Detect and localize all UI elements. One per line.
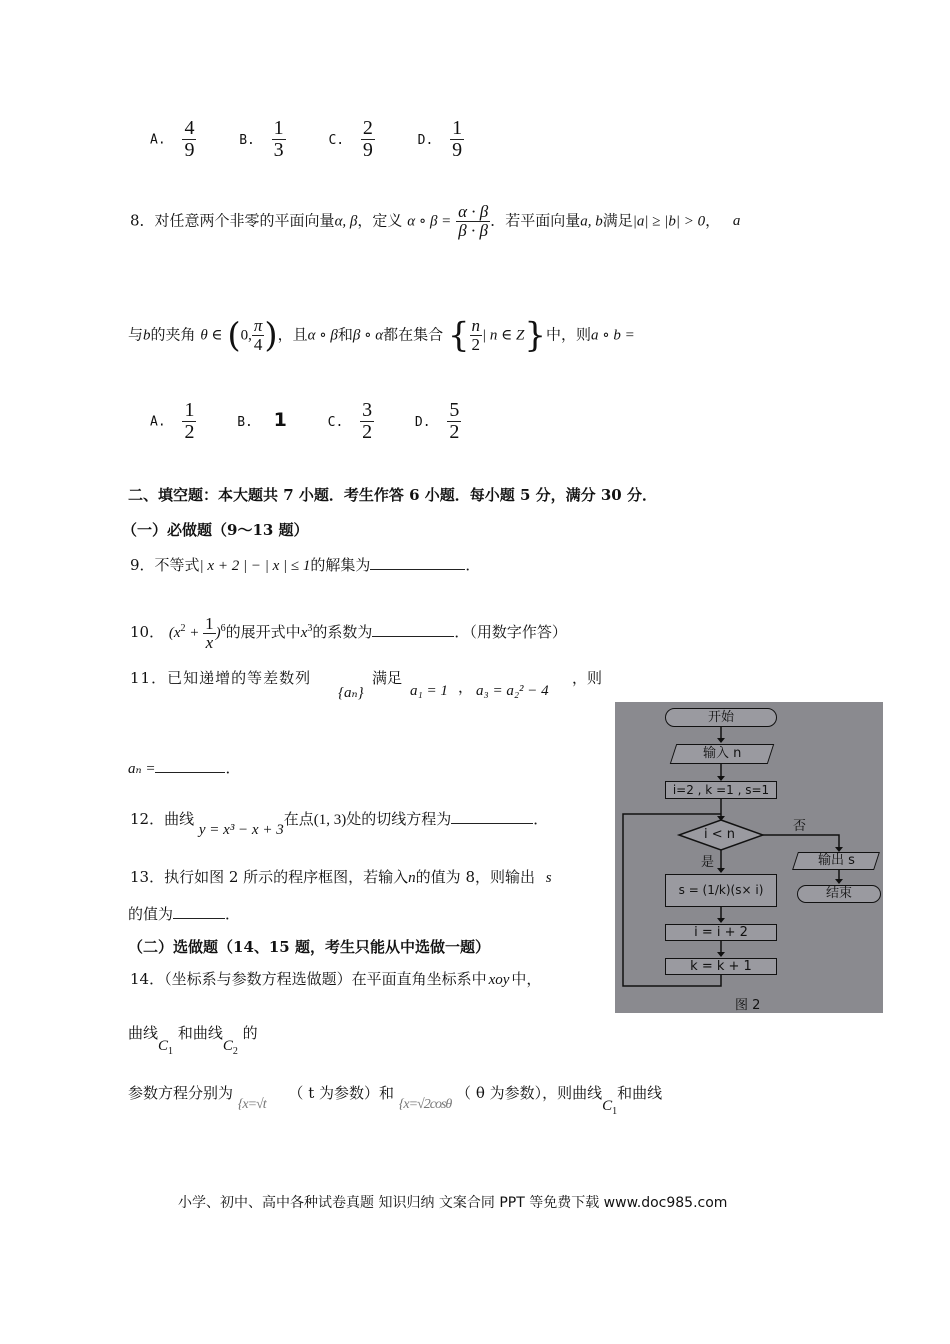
flowchart-start: 开始 [665,708,777,727]
q12-text: 在点 [283,810,314,828]
q11-text: ． [225,759,241,777]
q13-line2 [128,903,240,924]
q14-text: 曲线 [128,1024,159,1042]
q8-text: 的夹角 [150,325,196,344]
q12-curve: y = x³ − x + 3 [198,822,284,838]
flowchart-output: 输出 s [792,852,880,870]
q8-interval-fraction: $\frac{\pi}{4}$ [253,316,263,354]
q11-condition-1: a₁ = 1 [410,683,448,699]
q14-param-eq-2: {x=√2cosθ [398,1097,452,1112]
q8-text: 与 [128,325,144,344]
q13-text: 13．执行如图 2 所示的程序框图，若输入 [130,868,409,886]
flowchart-condition: i < n [704,827,736,842]
flowchart-init: i=2 , k =1 , s=1 [665,781,777,799]
q8-op2: β ∘ α [352,327,384,344]
section2-subtitle-required: （一）必做题（9～13 题） [122,521,309,539]
q14-text: （ θ 为参数），则曲线 [456,1084,603,1102]
flowchart-step-k: k = k + 1 [665,958,777,975]
q13-var-n: n [408,870,416,886]
q14-text: 的 [242,1024,258,1042]
q8-text: ，且 [277,325,308,344]
q8-text: ，定义 [357,211,403,230]
q8-def-lhs: α ∘ β = [407,213,452,230]
q8-ask: a ∘ b = [591,327,635,344]
q14-text: 和曲线 [617,1084,663,1102]
q8-text: 对任意两个非零的平面向量 [154,211,335,230]
q9-answer-blank [370,569,465,570]
q10-text: 的系数为 [312,622,373,641]
q9-expression: | x + 2 | − | x | ≤ 1 [199,558,311,574]
q14-text: 中， [511,970,542,988]
q8-option-c-label: C. [327,414,344,430]
q12-text: 处的切线方程为 [346,810,452,828]
q8-text: 满足 [602,211,633,230]
q11-sequence: {aₙ} [338,685,364,701]
q8-vars-a-b: a, b [580,213,603,230]
q8-set-fraction: $\frac{n}{2}$ [471,316,481,354]
flowchart-no-label: 否 [793,819,807,834]
q7-option-b-value: $\frac{1}{3}$ [273,117,284,161]
flowchart-figure [615,702,883,1013]
q7-option-c-value: $\frac{2}{9}$ [362,117,373,161]
q8-line1 [130,203,740,240]
q11-answer [128,757,240,778]
q13-text: 的值为 [128,905,174,923]
q8-brace-right: } [524,315,546,356]
q13-var-s: s [545,870,552,886]
q8-option-d-label: D. [414,414,431,430]
q11-condition-2: a₃ = a₂² − 4 [476,683,549,699]
q14-curve-c1: $C_1$ [158,1038,174,1057]
q8-set-condition: | n ∈ Z [482,327,525,344]
flowchart-yes-label: 是 [701,855,715,870]
q11-comma: ， [458,678,474,696]
q10-answer-blank [372,636,454,637]
q9 [130,554,480,575]
q8-text: ， [705,211,721,230]
q8-text: 中，则 [545,325,591,344]
q8-option-b-value: 1 [273,408,287,431]
section2-title: 二、填空题：本大题共 7 小题．考生作答 6 小题．每小题 5 分，满分 30 分． [128,486,657,504]
q11-answer-lhs: aₙ = [128,761,156,777]
q8-vars-alpha-beta: α, β [334,213,358,230]
q12-text: 12．曲线 [130,810,195,828]
q8-option-c-value: $\frac{3}{2}$ [362,399,373,443]
q12-text: ． [533,810,549,828]
q8-var-a: a [732,213,741,230]
q14-curve-c1-ref: $C_1$ [602,1098,618,1117]
q8-theta: θ ∈ [200,327,223,344]
flowchart-caption: 图 2 [735,998,761,1013]
q10-text: 的展开式中 [225,622,301,641]
q12 [130,808,549,838]
q8-op1: α ∘ β [307,327,338,344]
q12-answer-blank [451,823,533,824]
q8-var-b: b [143,327,151,344]
q8-brace-left: { [447,315,470,356]
q13-text: 的值为 8，则输出 [415,868,535,886]
q11-text-satisfies: 满足 [372,669,403,687]
q14-text: 参数方程分别为 [128,1084,234,1102]
q10 [130,615,567,652]
flowchart-step-i: i = i + 2 [665,924,777,941]
q8-option-d-value: $\frac{5}{2}$ [449,399,460,443]
q9-text: 的解集为 [310,556,371,574]
q8-text: ．若平面向量 [490,211,581,230]
q14-line2 [128,1022,258,1057]
q12-point: (1, 3) [313,812,347,828]
page-footer: 小学、初中、高中各种试卷真题 知识归纳 文案合同 PPT 等免费下载 www.doc985.com [178,1195,728,1211]
q13-line1 [130,866,552,887]
q14-param-eq-1: {x=√t [237,1097,266,1112]
q10-text: ．（用数字作答） [454,622,567,641]
q14-xoy: xoy [488,972,510,988]
q8-option-b-label: B. [237,414,253,430]
q10-text: 10． [130,622,165,641]
q7-option-d-value: $\frac{1}{9}$ [452,117,463,161]
q7-option-d-label: D. [417,132,434,148]
q8-option-a-value: $\frac{1}{2}$ [184,399,195,443]
q9-text: 9．不等式 [130,556,200,574]
flowchart-step-s: s = (1/k)(s× i) [665,874,777,907]
q8-interval-left: 0, [240,327,252,344]
flowchart-input: 输入 n [670,744,774,764]
q13-text: ． [225,905,241,923]
flowchart-end: 结束 [797,885,881,903]
q8-paren-left: ( [227,315,241,356]
q8-paren-right: ) [264,315,278,356]
q8-number: 8． [130,211,155,230]
q8-options [150,400,461,443]
q8-option-a-label: A. [150,414,166,430]
q10-x-cubed: $x^3$ [300,622,313,641]
q13-answer-blank [173,918,225,919]
q9-text: ． [465,556,481,574]
q11-text: 11．已知递增的等差数列 [130,669,312,687]
section2-subtitle-optional: （二）选做题（14、15 题，考生只能从中选做一题） [128,938,490,956]
q14-text: （ t 为参数）和 [288,1084,394,1102]
q8-text: 和 [337,325,353,344]
q7-option-b-label: B. [239,132,255,148]
q8-line2 [128,317,635,354]
q11-answer-blank [155,772,225,773]
q10-binomial: ($x^2$ + $\frac{1}{x}$ )$^6$ [168,614,226,652]
q7-option-a-value: $\frac{4}{9}$ [184,117,195,161]
q14-line3 [128,1082,663,1117]
q8-condition: |a| ≥ |b| > 0 [632,213,706,230]
q7-options [150,118,464,161]
q14-text: 和曲线 [177,1024,223,1042]
q7-option-c-label: C. [328,132,345,148]
q8-def-fraction: $\frac{\alpha \cdot \beta}{\beta \cdot \beta}$ [458,202,489,240]
q14-text: 14．（坐标系与参数方程选做题）在平面直角坐标系中 [130,970,487,988]
q11-line1 [130,667,311,688]
q14-line1 [130,968,541,989]
q7-option-a-label: A. [150,132,166,148]
q11-text-then: ，则 [572,669,603,687]
q8-text: 都在集合 [383,325,444,344]
q14-curve-c2: $C_2$ [222,1038,238,1057]
